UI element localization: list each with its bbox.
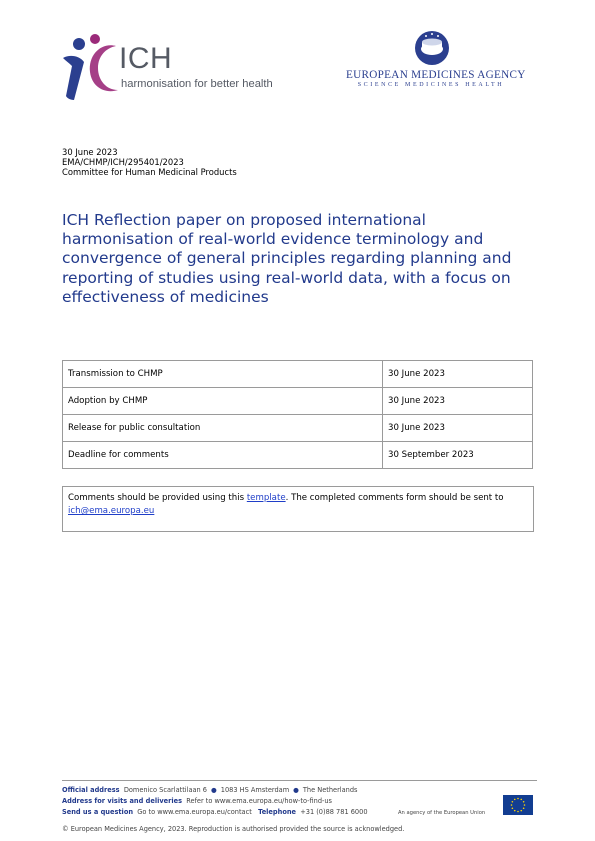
eu-star-icon [517, 798, 519, 800]
contact-line [62, 808, 368, 817]
eu-star-icon [514, 799, 516, 801]
eu-star-icon [524, 804, 526, 806]
eu-star-icon [520, 810, 522, 812]
footer-divider [62, 780, 537, 781]
ema-name: EUROPEAN MEDICINES AGENCY [346, 69, 526, 81]
timeline-table [62, 360, 533, 469]
timeline-label: Deadline for comments [63, 442, 383, 469]
eu-star-icon [511, 804, 513, 806]
ema-tagline: SCIENCE MEDICINES HEALTH [357, 82, 505, 88]
template-link[interactable]: template [246, 493, 286, 503]
table-row [63, 388, 533, 415]
telephone-text: +31 (0)88 781 6000 [300, 808, 368, 816]
eu-star-icon [514, 810, 516, 812]
table-row [63, 415, 533, 442]
comments-text-before: Comments should be provided using this [68, 493, 247, 503]
separator-dot-icon: ● [211, 786, 217, 794]
timeline-label: Release for public consultation [63, 415, 383, 442]
address-street: Domenico Scarlattilaan 6 [123, 786, 207, 794]
comments-text-after: . The completed comments form should be sent to [285, 493, 504, 503]
eu-star-icon [517, 811, 519, 813]
eu-star-icon [523, 801, 525, 803]
copyright-notice: © European Medicines Agency, 2023. Reproduction is authorised provided the source is acknowledged. [62, 825, 405, 833]
eu-star-icon [520, 799, 522, 801]
document-date: 30 June 2023 [62, 147, 118, 157]
table-row [63, 361, 533, 388]
document-reference: EMA/CHMP/ICH/295401/2023 [62, 157, 184, 167]
eu-star-icon [512, 801, 514, 803]
question-label: Send us a question [62, 808, 134, 816]
document-title: ICH Reflection paper on proposed international harmonisation of real-world evidence terminology and convergence of general principles regarding planning and reporting of studies using real-world data, with a focus on effectiveness of medicines [62, 211, 512, 306]
separator-dot-icon: ● [293, 786, 299, 794]
address-city: 1083 HS Amsterdam [220, 786, 290, 794]
eu-star-icon [523, 807, 525, 809]
email-link[interactable]: ich@ema.europa.eu [68, 506, 155, 516]
telephone-label: Telephone [258, 808, 297, 816]
agency-note: An agency of the European Union [398, 810, 486, 816]
timeline-date: 30 June 2023 [383, 388, 533, 415]
ich-tagline: harmonisation for better health [121, 78, 273, 90]
comments-box [62, 486, 534, 532]
official-address-line [62, 786, 357, 795]
visits-text: Refer to www.ema.europa.eu/how-to-find-us [186, 797, 332, 805]
ema-emblem-icon [412, 30, 452, 68]
address-country: The Netherlands [302, 786, 358, 794]
official-address-label: Official address [62, 786, 120, 794]
visits-label: Address for visits and deliveries [62, 797, 183, 805]
committee-name: Committee for Human Medicinal Products [62, 167, 237, 177]
ich-wordmark: ICH [119, 42, 173, 75]
table-row [63, 442, 533, 469]
eu-star-icon [512, 807, 514, 809]
timeline-date: 30 June 2023 [383, 415, 533, 442]
timeline-label: Transmission to CHMP [63, 361, 383, 388]
timeline-date: 30 June 2023 [383, 361, 533, 388]
timeline-date: 30 September 2023 [383, 442, 533, 469]
eu-flag-icon [503, 795, 533, 815]
question-text: Go to www.ema.europa.eu/contact [137, 808, 252, 816]
timeline-label: Adoption by CHMP [63, 388, 383, 415]
visits-line [62, 797, 332, 806]
